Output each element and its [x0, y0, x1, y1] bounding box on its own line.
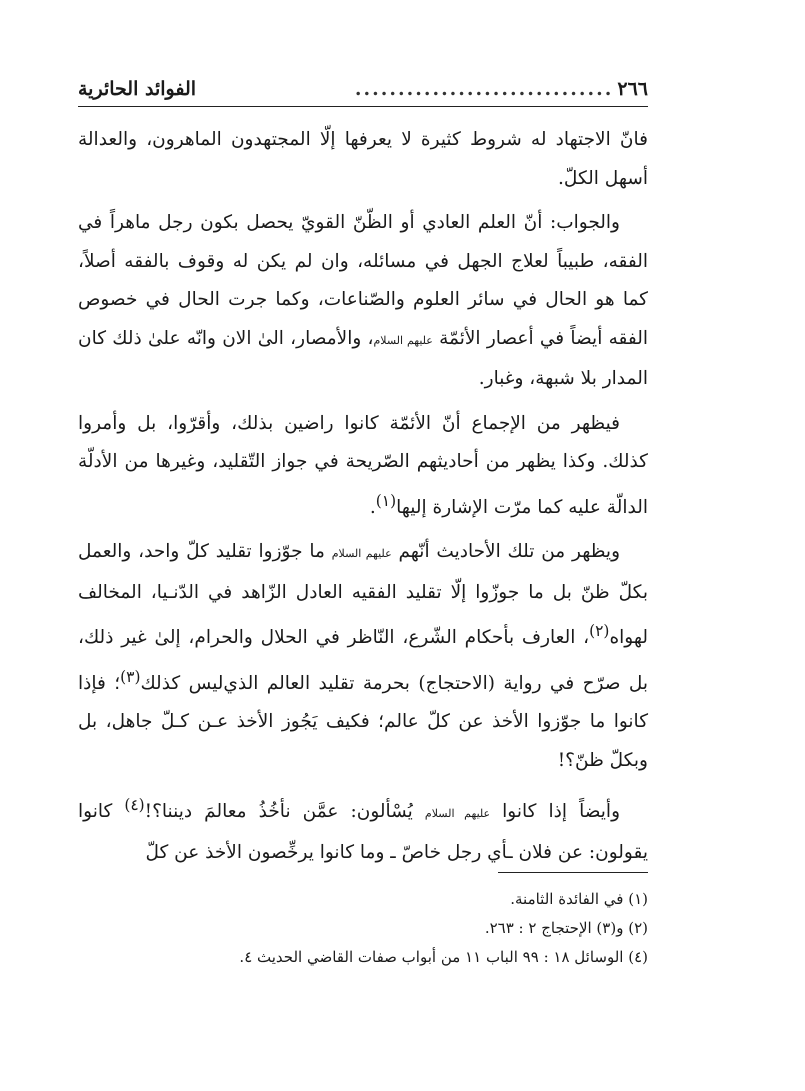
page-header: [78, 78, 648, 107]
honorific: عليهم السلام: [331, 547, 392, 561]
text-segment: ، والأمصار، الىٰ الان وانّه علىٰ ذلك كان المدار بلا شبهة، وغبار.: [78, 327, 648, 389]
page: [78, 78, 648, 879]
paragraph: [78, 533, 648, 780]
text-segment: ويظهر من تلك الأحاديث أنّهم: [391, 541, 621, 563]
book-title: الفوائد الحائرية: [78, 78, 197, 100]
paragraph: [78, 204, 648, 399]
paragraph: [78, 786, 648, 872]
text-segment: .: [369, 496, 376, 518]
text-segment: كانوا يقولون: عن فلان ـأي رجل خاصّ ـ وما كانوا يرخِّصون الأخذ عن كلّ: [78, 801, 648, 864]
text-segment: فانّ الاجتهاد له شروط كثيرة لا يعرفها إلّا المجتهدون الماهرون، والعدالة أسهل الكلّ.: [78, 129, 648, 189]
text-segment: ، العارف بأحكام الشّرع، النّاظر في الحلال والحرام، إلىٰ غير ذلك، بل صرّح في رواية (الاحتجاج) بحرمة تقليد العالم الذي‌ليس كذلك: [78, 627, 648, 694]
footnote-ref: (٤): [124, 796, 145, 815]
text-segment: يُسْألون: عمَّن نأخُذُ معالمَ ديننا؟!: [144, 801, 425, 823]
text-segment: ؛ فإذا كانوا ما جوّزوا الأخذ عن كلّ عالم؛ فكيف يَجُوز الأخذ عـن كـلّ جاهل، بل وبكلّ ظنّ؟!: [78, 672, 648, 771]
text-segment: وأيضاً إذا كانوا: [490, 801, 621, 823]
footnote-ref: (٣): [120, 667, 141, 686]
text-segment: والجواب: أنّ العلم العادي أو الظّنّ القويّ يحصل بكون رجل ماهراً في الفقه، طبيباً لعلاج الجهل في مسائله، وان لم يكن له وقوف بالفقه أصلاً، كما هو الحال في سائر العلوم والصّناعات، وكما جرت الحال في خصوص الفقه أيضاً في أعصار الأئمّة: [78, 212, 648, 349]
footnote-2: (٢) و(٣) الإحتجاج ٢ : ٢٦٣.: [484, 919, 648, 937]
honorific: عليهم السلام: [373, 333, 433, 347]
footnote-1: (١) في الفائدة الثامنة.: [510, 890, 648, 908]
paragraph: [78, 405, 648, 528]
page-number: ٢٦٦: [617, 78, 648, 100]
footnote-ref: (٢): [589, 622, 610, 641]
body-text: [78, 121, 648, 873]
text-segment: فيظهر من الإجماع أنّ الأئمّة كانوا راضين بذلك، وأقرّوا، بل وأمروا كذلك. وكذا يظهر من أحاديثهم الصّريحة في جواز التّقليد، وغيرها من الأدلّة الدالّة عليه كما مرّت الإشارة إليها: [78, 412, 648, 518]
footnote-3: (٤) الوسائل ١٨ : ٩٩ الباب ١١ من أبواب صفات القاضي الحديث ٤.: [239, 948, 648, 966]
honorific: عليهم السلام: [424, 807, 491, 821]
header-dot-leader: ..............................: [354, 78, 614, 100]
text-segment: ما جوّزوا تقليد كلّ واحد، والعمل بكلّ ظنّ بل ما جوزّوا إلّا تقليد الفقيه العادل الزّاهد في الدّنـيا، المخالف لهواه: [78, 541, 648, 649]
footnote-ref: (١): [375, 491, 397, 510]
paragraph: [78, 121, 648, 198]
footnotes: [78, 872, 648, 972]
footnote-rule: [498, 872, 648, 873]
